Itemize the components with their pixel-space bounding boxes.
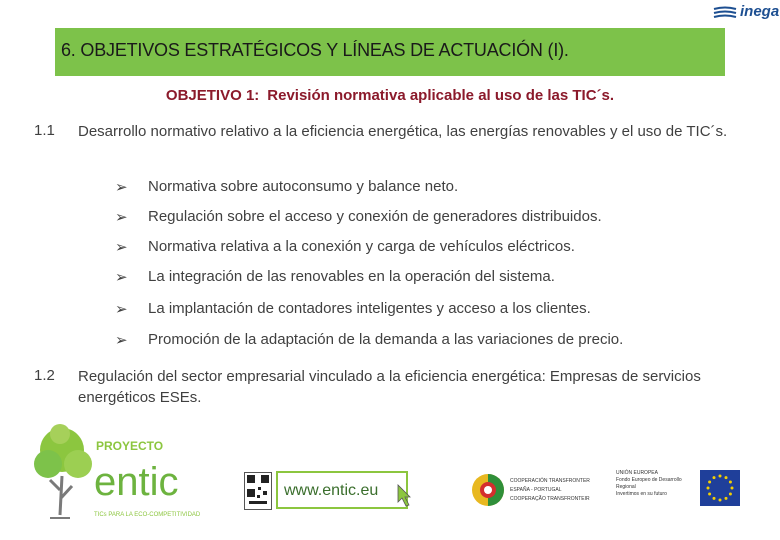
arrowhead-bullet-icon: ➢ (115, 239, 128, 256)
section-text: Desarrollo normativo relativo a la eficiencia energética, las energías renovables y el uso de TIC´s. (78, 123, 728, 140)
slide-title: 6. OBJETIVOS ESTRATÉGICOS Y LÍNEAS DE ACTUACIÓN (I). (61, 40, 569, 60)
list-item-text: Normativa sobre autoconsumo y balance neto. (148, 178, 459, 195)
list-item-text: Promoción de la adaptación de la demanda a las variaciones de precio. (148, 331, 624, 348)
website-banner[interactable] (244, 470, 409, 512)
list-item-text: La integración de las renovables en la operación del sistema. (148, 268, 555, 285)
inega-logo-icon (712, 6, 738, 20)
eu-line: UNIÓN EUROPEA (616, 470, 658, 476)
section-text: Regulación del sector empresarial vinculado a la eficiencia energética: Empresas de servicios energéticos ESEs. (78, 368, 701, 406)
list-item-text: La implantación de contadores inteligentes y acceso a los clientes. (148, 300, 591, 317)
eu-flag-icon (700, 470, 740, 506)
eu-logo (616, 468, 740, 512)
inega-logo-text: inega (740, 3, 780, 20)
inega-logo (712, 2, 778, 24)
arrowhead-bullet-icon: ➢ (115, 269, 128, 286)
eu-line: Fondo Europeo de Desarrollo Regional (616, 477, 682, 490)
qr-code-icon (244, 472, 272, 510)
cooperation-emblem-icon (470, 468, 590, 512)
header-bar (55, 28, 725, 76)
arrowhead-bullet-icon: ➢ (115, 179, 128, 196)
project-name: entic (94, 460, 179, 504)
arrowhead-bullet-icon: ➢ (115, 332, 128, 349)
section-number: 1.1 (34, 122, 55, 139)
objective-text: Revisión normativa aplicable al uso de las TIC´s. (267, 87, 615, 104)
cooperation-logo (470, 468, 590, 512)
list-item-text: Normativa relativa a la conexión y carga de vehículos eléctricos. (148, 238, 575, 255)
list-item-text: Regulación sobre el acceso y conexión de generadores distribuidos. (148, 208, 602, 225)
eu-line: Invertimos en su futuro (616, 491, 667, 497)
arrowhead-bullet-icon: ➢ (115, 301, 128, 318)
project-tagline: TICs PARA LA ECO-COMPETITIVIDAD (94, 512, 200, 518)
cursor-arrow-icon (397, 484, 411, 508)
entic-logo (30, 420, 200, 530)
objective-label: OBJETIVO 1: (165, 87, 260, 104)
coop-line: COOPERACIÓN TRANSFRONTERIZA (510, 478, 590, 484)
coop-line: COOPERAÇÃO TRANSFRONTEIRIÇA (510, 496, 590, 502)
entic-tree-logo-icon (30, 420, 200, 530)
coop-line: ESPAÑA - PORTUGAL (510, 487, 562, 493)
eu-text-block (616, 470, 694, 498)
project-label: PROYECTO (96, 439, 164, 453)
section-number: 1.2 (34, 367, 55, 384)
objective-heading (0, 87, 780, 104)
website-url[interactable]: www.entic.eu (284, 482, 379, 499)
arrowhead-bullet-icon: ➢ (115, 209, 128, 226)
